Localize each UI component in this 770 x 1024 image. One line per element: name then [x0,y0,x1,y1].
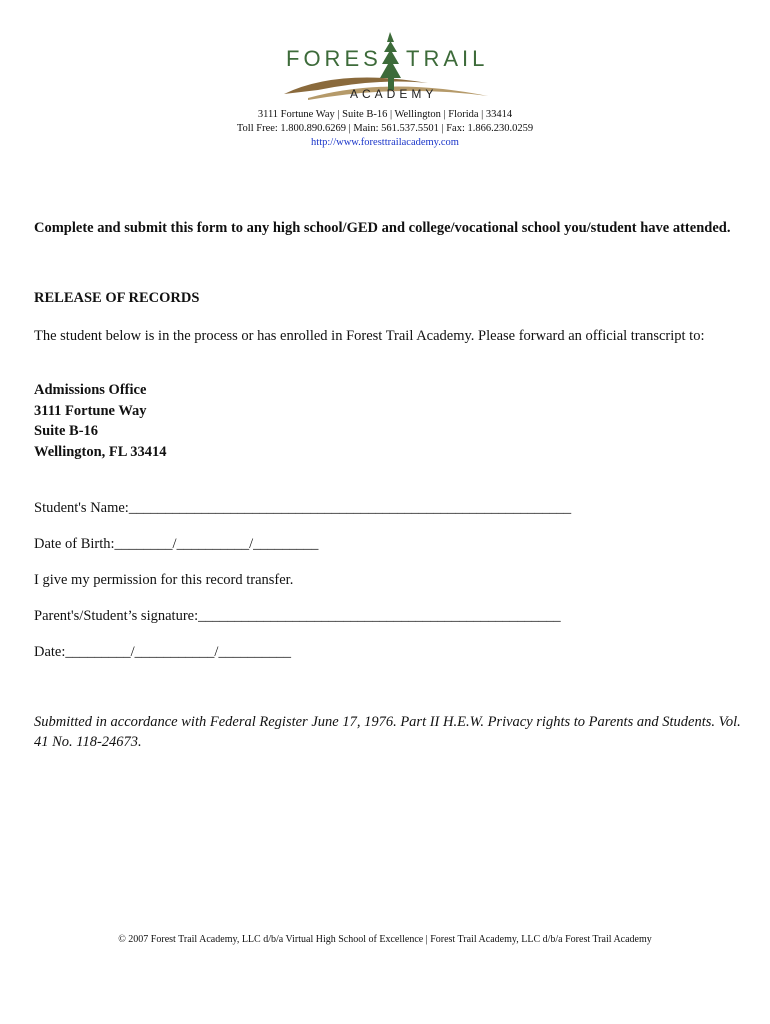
recipient-line-3: Suite B-16 [34,423,99,439]
legal-footnote: Submitted in accordance with Federal Register June 17, 1976. Part II H.E.W. Privacy rights to Parents and Students. Vol. 41 No. 118-24673. [34,714,741,750]
intro-instructions: Complete and submit this form to any high school/GED and college/vocational school you/student have attended. [34,220,731,236]
website-link-row [0,136,770,150]
date-field[interactable]: Date:_________/___________/__________ [34,644,291,660]
recipient-line-2: 3111 Fortune Way [34,402,147,419]
date-of-birth-field[interactable]: Date of Birth:________/__________/_________ [34,536,319,552]
recipient-line-1: Admissions Office [34,382,147,398]
section-heading: RELEASE OF RECORDS [34,290,200,306]
recipient-line-4: Wellington, FL 33414 [34,443,167,460]
svg-text:TRAIL: TRAIL [406,46,489,71]
svg-text:ACADEMY: ACADEMY [350,87,438,101]
recipient-address [34,380,167,462]
forest-trail-academy-logo [278,28,500,106]
copyright-footer: © 2007 Forest Trail Academy, LLC d/b/a Virtual High School of Excellence | Forest Trail Academy, LLC d/b/a Forest Trail Academy [118,934,652,945]
website-link[interactable]: http://www.foresttrailacademy.com [311,137,459,148]
svg-text:FORES: FORES [286,46,382,71]
request-text: The student below is in the process or has enrolled in Forest Trail Academy. Please forward an official transcript to: [34,328,705,344]
phone-line: Toll Free: 1.800.890.6269 | Main: 561.537.5501 | Fax: 1.866.230.0259 [236,123,534,134]
permission-statement: I give my permission for this record transfer. [34,572,294,588]
address-line: 3111 Fortune Way | Suite B-16 | Wellington | Florida | 33414 [257,109,513,120]
student-name-field[interactable]: Student's Name:_____________________________________________________________ [34,500,572,516]
tree-logo-icon [278,28,500,106]
signature-field[interactable]: Parent's/Student’s signature:__________________________________________________ [34,608,561,624]
